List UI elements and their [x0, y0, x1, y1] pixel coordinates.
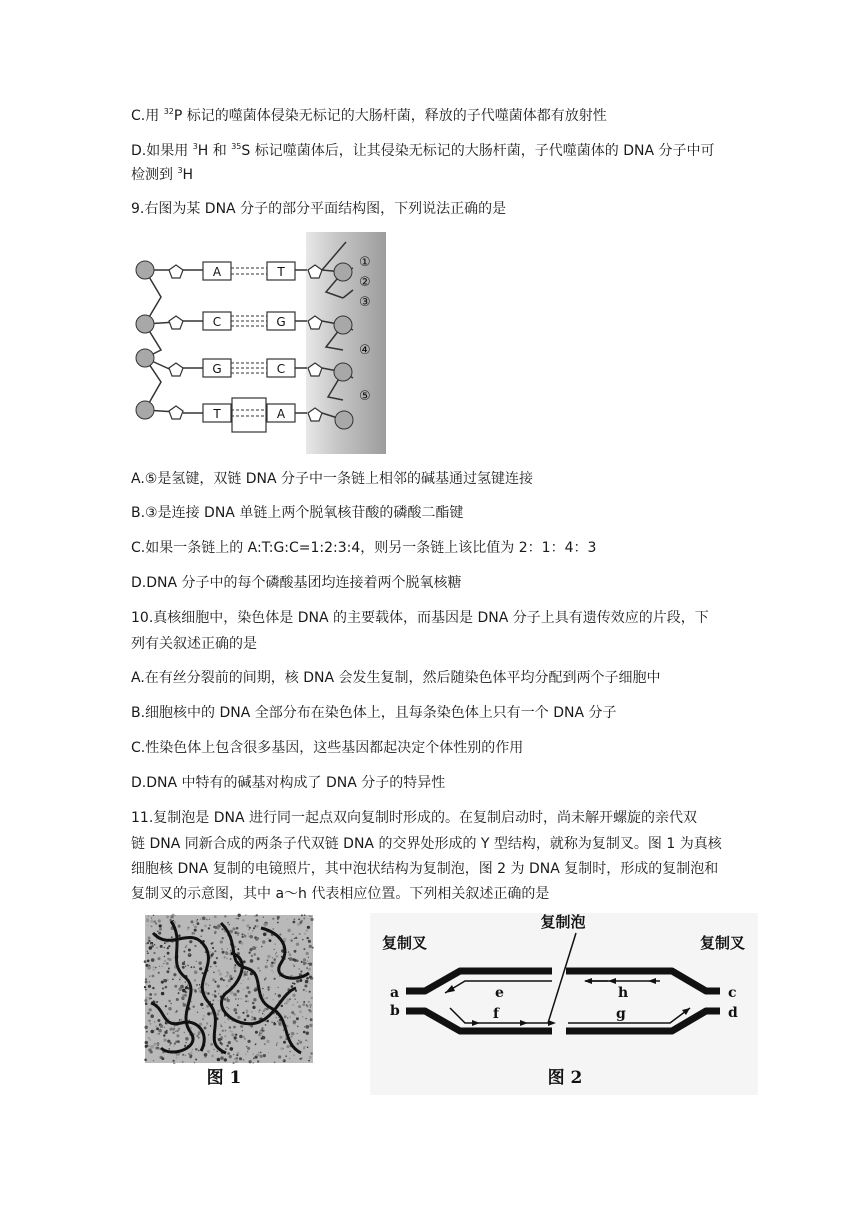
question-11-stem-1: 11.复制泡是 DNA 进行同一起点双向复制时形成的。在复制启动时，尚未解开螺旋的亲代双 [131, 810, 697, 826]
right-base-label: T [277, 265, 285, 279]
question-11-stem-4: 复制叉的示意图，其中 a～h 代表相应位置。下列相关叙述正确的是 [131, 886, 550, 902]
left-base-label: G [212, 362, 222, 376]
phosphate-circle [136, 349, 154, 367]
letter-a: a [390, 985, 400, 1001]
right-base-label: G [276, 315, 286, 329]
right-base-label: C [276, 362, 286, 376]
phosphate-circle [136, 401, 154, 419]
left-base-label: A [212, 265, 222, 279]
figure-1-caption: 图 1 [206, 1068, 242, 1088]
phosphate-circle [335, 411, 353, 429]
label-1: ① [359, 255, 371, 270]
figure-2-caption: 图 2 [547, 1068, 583, 1088]
option-10d: D.DNA 中特有的碱基对构成了 DNA 分子的特异性 [131, 775, 446, 791]
highlight-box [232, 398, 266, 432]
option-10a: A.在有丝分裂前的间期，核 DNA 会发生复制，然后随染色体平均分配到两个子细胞中 [131, 670, 661, 686]
letter-c: c [728, 985, 737, 1001]
phosphate-circle [334, 363, 352, 381]
option-8d-line2: 检测到 $^3$H [131, 166, 194, 183]
dna-structure-figure [131, 232, 391, 454]
bubble-label: 复制泡 [540, 913, 586, 931]
electron-micrograph-figure [131, 913, 317, 1095]
phosphate-circle [334, 316, 352, 334]
question-9-stem: 9.右图为某 DNA 分子的部分平面结构图，下列说法正确的是 [131, 201, 507, 217]
label-5: ⑤ [359, 389, 371, 404]
phosphate-circle [136, 315, 154, 333]
label-3: ③ [359, 295, 371, 310]
letter-f: f [493, 1006, 500, 1022]
left-base-label: C [212, 315, 222, 329]
option-8d-line1: D.如果用 $^3$H 和 $^{35}$S 标记噬菌体后，让其侵染无标记的大肠杆菌，子代噬菌体的 DNA 分子中可 [131, 142, 715, 159]
phosphate-circle [136, 261, 154, 279]
letter-g: g [616, 1006, 626, 1022]
replication-bubble-figure [370, 913, 758, 1095]
question-10-stem-2: 列有关叙述正确的是 [131, 636, 257, 652]
phosphate-circle [334, 263, 352, 281]
question-10-stem-1: 10.真核细胞中，染色体是 DNA 的主要载体，而基因是 DNA 分子上具有遗传效应的片段，下 [131, 610, 709, 626]
letter-d: d [728, 1005, 738, 1021]
option-9d: D.DNA 分子中的每个磷酸基团均连接着两个脱氧核糖 [131, 575, 462, 591]
option-9c: C.如果一条链上的 A:T:G:C=1:2:3:4，则另一条链上该比值为 2：1：4：3 [131, 540, 597, 556]
fork-label-left: 复制叉 [382, 934, 428, 952]
option-9a: A.⑤是氢键，双链 DNA 分子中一条链上相邻的碱基通过氢键连接 [131, 471, 534, 487]
option-9b: B.③是连接 DNA 单链上两个脱氧核苷酸的磷酸二酯键 [131, 505, 464, 521]
fork-label-right: 复制叉 [700, 934, 746, 952]
option-10b: B.细胞核中的 DNA 全部分布在染色体上，且每条染色体上只有一个 DNA 分子 [131, 705, 617, 721]
letter-b: b [390, 1003, 400, 1019]
question-11-stem-2: 链 DNA 同新合成的两条子代双链 DNA 的交界处形成的 Y 型结构，就称为复制叉。图 1 为真核 [131, 836, 722, 852]
letter-e: e [495, 985, 504, 1001]
label-4: ④ [359, 343, 371, 358]
option-8c: C.用 $^{32}$P 标记的噬菌体侵染无标记的大肠杆菌，释放的子代噬菌体都有放射性 [131, 107, 607, 124]
option-10c: C.性染色体上包含很多基因，这些基因都起决定个体性别的作用 [131, 740, 524, 756]
left-base-label: T [213, 407, 221, 421]
letter-h: h [618, 985, 629, 1001]
right-base-label: A [276, 407, 286, 421]
question-11-stem-3: 细胞核 DNA 复制的电镜照片，其中泡状结构为复制泡，图 2 为 DNA 复制时，形成的复制泡和 [131, 861, 719, 877]
label-2: ② [359, 275, 371, 290]
